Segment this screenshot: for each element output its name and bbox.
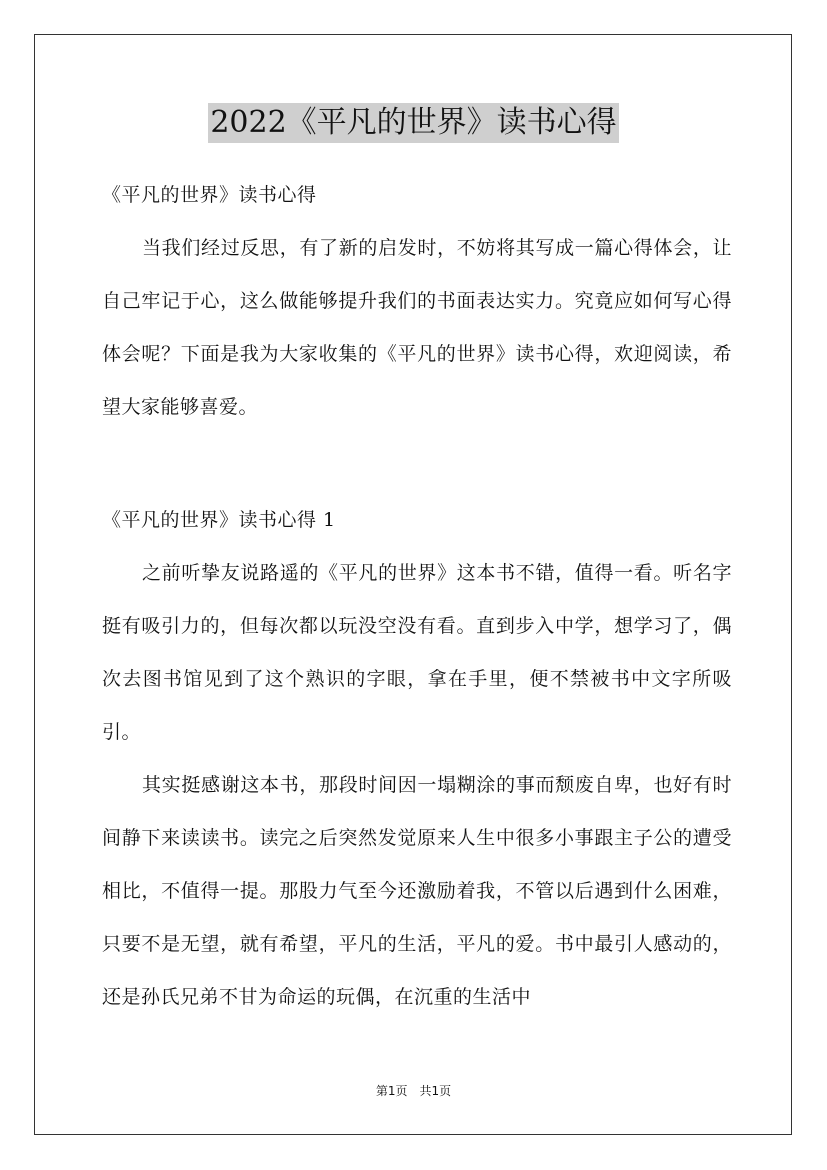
intro-section [102, 222, 732, 434]
intro-paragraph: 当我们经过反思，有了新的启发时，不妨将其写成一篇心得体会，让自己牢记于心，这么做能够提升我们的书面表达实力。究竟应如何写心得体会呢？下面是我为大家收集的《平凡的世界》读书心得，欢迎阅读，希望大家能够喜爱。 [102, 237, 732, 418]
document-title: 2022《平凡的世界》读书心得 [208, 103, 618, 143]
page-footer [0, 1083, 827, 1099]
section1-heading: 《平凡的世界》读书心得 1 [102, 509, 336, 531]
section1-body [102, 547, 732, 1024]
page-total: 共1页 [419, 1084, 452, 1098]
document-title-block [0, 103, 827, 143]
section1-paragraph: 之前听挚友说路遥的《平凡的世界》这本书不错，值得一看。听名字挺有吸引力的，但每次都以玩没空没有看。直到步入中学，想学习了，偶次去图书馆见到了这个熟识的字眼，拿在手里，便不禁被书中文字所吸引。 [102, 562, 732, 743]
document-subtitle: 《平凡的世界》读书心得 [102, 184, 317, 206]
section1-paragraph: 其实挺感谢这本书，那段时间因一塌糊涂的事而颓废自卑，也好有时间静下来读读书。读完之后突然发觉原来人生中很多小事跟主子公的遭受相比，不值得一提。那股力气至今还激励着我，不管以后遇到什么困难，只要不是无望，就有希望，平凡的生活，平凡的爱。书中最引人感动的，还是孙氏兄弟不甘为命运的玩偶，在沉重的生活中 [102, 774, 732, 1008]
page-number: 第1页 [375, 1084, 408, 1098]
